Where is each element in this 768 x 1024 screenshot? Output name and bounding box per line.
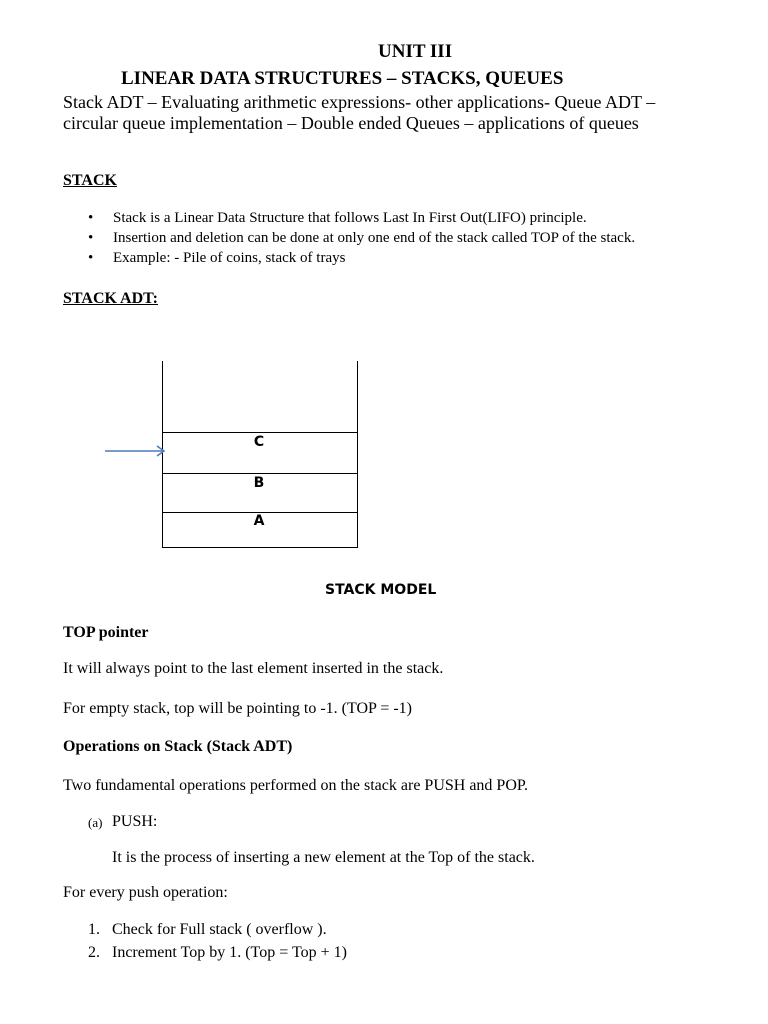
list-item: Example: - Pile of coins, stack of trays: [113, 250, 346, 266]
bullet-marker: •: [88, 250, 94, 266]
push-marker: (a): [88, 815, 103, 830]
stack-adt-heading: STACK ADT:: [63, 290, 158, 307]
list-item: Stack is a Linear Data Structure that follows Last In First Out(LIFO) principle.: [113, 210, 587, 226]
operations-heading: Operations on Stack (Stack ADT): [63, 738, 293, 755]
step-number: 2.: [88, 944, 100, 961]
list-item: Check for Full stack ( overflow ).: [112, 921, 327, 938]
unit-title: UNIT III: [378, 41, 453, 62]
operations-intro: Two fundamental operations performed on the stack are PUSH and POP.: [63, 777, 528, 794]
step-number: 1.: [88, 921, 100, 938]
bullet-marker: •: [88, 210, 94, 226]
stack-heading: STACK: [63, 172, 117, 189]
syllabus-line-2: circular queue implementation – Double ended Queues – applications of queues: [63, 113, 639, 133]
syllabus-line-1: Stack ADT – Evaluating arithmetic expressions- other applications- Queue ADT –: [63, 92, 656, 112]
diagram-caption: STACK MODEL: [325, 582, 437, 598]
push-label: PUSH:: [112, 813, 158, 830]
top-pointer-para-1: It will always point to the last element inserted in the stack.: [63, 660, 444, 677]
stack-cell-c: C: [253, 434, 265, 450]
push-description: It is the process of inserting a new element at the Top of the stack.: [112, 849, 535, 866]
top-arrow-icon: [105, 446, 164, 456]
push-steps-intro: For every push operation:: [63, 884, 228, 901]
bullet-marker: •: [88, 230, 94, 246]
top-pointer-heading: TOP pointer: [63, 624, 149, 641]
top-pointer-para-2: For empty stack, top will be pointing to -1. (TOP = -1): [63, 700, 412, 717]
chapter-title: LINEAR DATA STRUCTURES – STACKS, QUEUES: [121, 68, 564, 89]
stack-cell-a: A: [253, 513, 265, 529]
stack-cell-b: B: [253, 475, 265, 491]
list-item: Increment Top by 1. (Top = Top + 1): [112, 944, 347, 961]
list-item: Insertion and deletion can be done at only one end of the stack called TOP of the stack.: [113, 230, 636, 246]
